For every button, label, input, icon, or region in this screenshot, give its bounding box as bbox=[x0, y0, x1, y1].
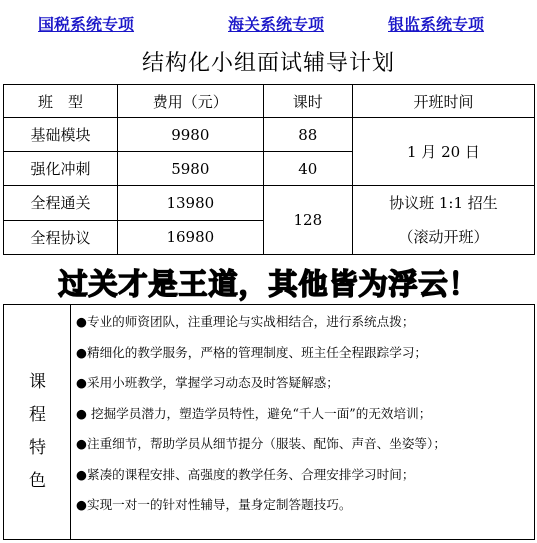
table-header-row bbox=[4, 85, 535, 118]
table-row bbox=[4, 118, 535, 152]
hours: 40 bbox=[263, 152, 352, 186]
list-item: ●紧凑的课程安排、高强度的教学任务、合理安排学习时间； bbox=[76, 466, 415, 482]
start-time: 1 月 20 日 bbox=[352, 118, 534, 186]
hours: 128 bbox=[263, 186, 352, 255]
link-haiguan[interactable]: 海关系统专项 bbox=[228, 15, 325, 34]
list-item: ●专业的师资团队，注重理论与实战相结合，进行系统点拨； bbox=[76, 314, 415, 329]
class-type: 基础模块 bbox=[4, 118, 118, 152]
top-links bbox=[0, 12, 537, 36]
side-char: 特 bbox=[29, 438, 46, 458]
class-type: 全程协议 bbox=[4, 220, 118, 255]
table-row bbox=[4, 186, 535, 221]
hours: 88 bbox=[263, 118, 352, 152]
fee: 16980 bbox=[117, 220, 263, 255]
link-guoshui[interactable]: 国税系统专项 bbox=[38, 15, 135, 34]
list-item: ● 挖掘学员潜力，塑造学员特性，避免“千人一面”的无效培训； bbox=[76, 405, 432, 421]
side-char: 课 bbox=[29, 372, 46, 392]
features-side-label bbox=[4, 305, 71, 539]
list-item: ●实现一对一的针对性辅导，量身定制答题技巧。 bbox=[76, 497, 352, 512]
slogan: 过关才是王道，其他皆为浮云！ bbox=[58, 267, 479, 301]
class-type: 全程通关 bbox=[4, 186, 118, 221]
price-table bbox=[3, 84, 535, 255]
start-time-agreement bbox=[352, 186, 534, 255]
page-title: 结构化小组面试辅导计划 bbox=[141, 51, 395, 76]
list-item: ●注重细节，帮助学员从细节提分（服装、配饰、声音、坐姿等）； bbox=[76, 436, 446, 451]
side-char: 色 bbox=[29, 471, 46, 491]
fee: 9980 bbox=[117, 118, 263, 152]
header-class-type: 班 型 bbox=[4, 85, 118, 118]
course-features bbox=[3, 304, 535, 540]
list-item: ●精细化的教学服务，严格的管理制度、班主任全程跟踪学习； bbox=[76, 344, 428, 360]
header-hours: 课时 bbox=[263, 85, 352, 118]
class-type: 强化冲刺 bbox=[4, 152, 118, 186]
fee: 5980 bbox=[117, 152, 263, 186]
features-list bbox=[76, 313, 532, 527]
start-time-line: 协议班 1:1 招生 bbox=[389, 194, 498, 212]
list-item: ●采用小班教学，掌握学习动态及时答疑解惑； bbox=[76, 375, 339, 390]
link-yinjian[interactable]: 银监系统专项 bbox=[388, 15, 485, 34]
header-start-time: 开班时间 bbox=[352, 85, 534, 118]
side-char: 程 bbox=[29, 405, 46, 425]
fee: 13980 bbox=[117, 186, 263, 221]
start-time-line: （滚动开班） bbox=[398, 228, 489, 246]
header-fee: 费用（元） bbox=[117, 85, 263, 118]
